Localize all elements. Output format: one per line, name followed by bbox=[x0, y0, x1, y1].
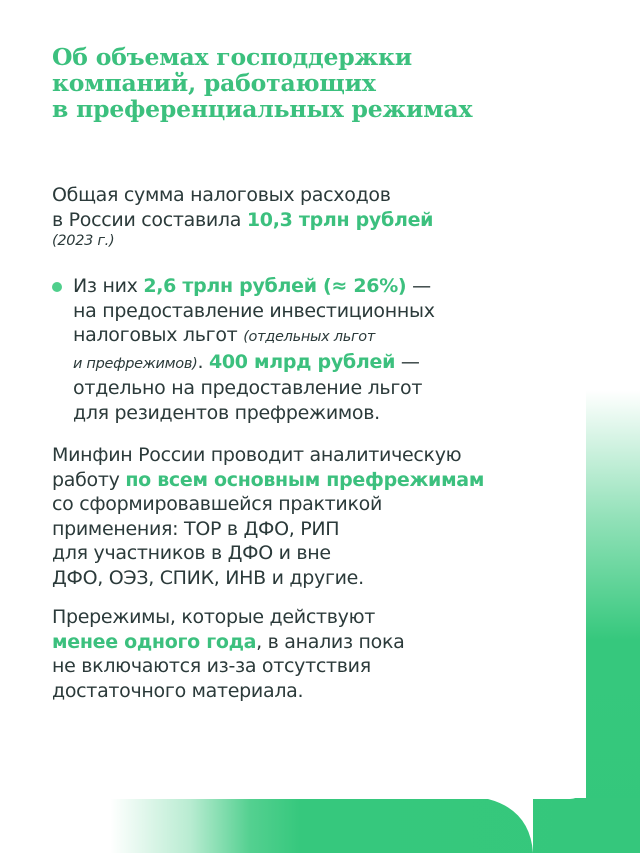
year-note: (2023 г.) bbox=[52, 233, 115, 249]
text-line: ДФО, ОЭЗ, СПИК, ИНВ и другие. bbox=[52, 566, 364, 589]
text-line: применения: ТОР в ДФО, РИП bbox=[52, 517, 340, 540]
text: . bbox=[197, 350, 209, 373]
decor-bottom-gradient bbox=[0, 798, 640, 853]
text: — bbox=[406, 275, 431, 297]
excluded-regimes-paragraph bbox=[52, 605, 404, 703]
text-line: Общая сумма налоговых расходов bbox=[52, 184, 391, 206]
page-title bbox=[52, 44, 472, 122]
highlight-investment-amount: 2,6 трлн рублей (≈ 26%) bbox=[143, 275, 407, 297]
text: налоговых льгот bbox=[73, 324, 244, 346]
text-line: Минфин России проводит аналитическую bbox=[52, 444, 462, 466]
text-line: не включаются из-за отсутствия bbox=[52, 655, 371, 677]
highlight-all-regimes: по всем основным префрежимам bbox=[125, 468, 485, 491]
decor-right-gradient bbox=[586, 0, 640, 853]
text: , в анализ пока bbox=[256, 630, 405, 653]
text-line bbox=[52, 468, 484, 493]
text-line bbox=[52, 208, 433, 233]
bullet-icon bbox=[52, 282, 62, 292]
text-line bbox=[73, 350, 435, 377]
text-line: со сформировавшейся практикой bbox=[52, 493, 382, 515]
text-line: на предоставление инвестиционных bbox=[73, 299, 435, 322]
text-line bbox=[52, 630, 404, 655]
total-tax-expenses-paragraph bbox=[52, 183, 433, 250]
text: работу bbox=[52, 468, 126, 491]
text-line: для участников в ДФО и вне bbox=[52, 542, 331, 564]
title-line: компаний, работающих bbox=[52, 69, 376, 97]
text: — bbox=[395, 350, 420, 373]
note: (отдельных льгот bbox=[243, 329, 375, 345]
highlight-residents-amount: 400 млрд рублей bbox=[208, 350, 396, 373]
text-line: для резидентов префрежимов. bbox=[73, 401, 380, 424]
minfin-analysis-paragraph bbox=[52, 443, 484, 590]
investment-benefits-bullet bbox=[73, 274, 435, 425]
highlight-total-amount: 10,3 трлн рублей bbox=[246, 208, 434, 231]
text-line: достаточного материала. bbox=[52, 679, 304, 702]
text-line: Прережимы, которые действуют bbox=[52, 606, 376, 628]
text-line bbox=[73, 323, 435, 350]
speech-bubble-tail bbox=[480, 798, 534, 853]
title-line: Об объемах господдержки bbox=[52, 43, 412, 71]
note: и префрежимов) bbox=[73, 355, 198, 372]
highlight-less-than-year: менее одного года bbox=[52, 630, 257, 653]
text-line: отдельно на предоставление льгот bbox=[73, 377, 423, 399]
title-line: в преференциальных режимах bbox=[52, 95, 473, 123]
text-line bbox=[73, 274, 435, 299]
text: в России составила bbox=[52, 208, 247, 231]
text: Из них bbox=[73, 275, 144, 297]
